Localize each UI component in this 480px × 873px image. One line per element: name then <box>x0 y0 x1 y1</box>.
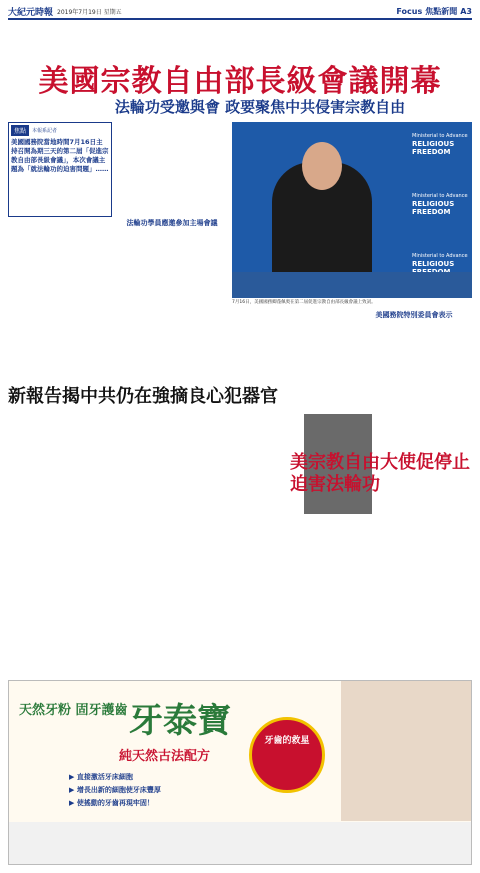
organ-harvest-text <box>8 414 298 674</box>
ad-benefit: ▶ 增長出新的細胞使牙床豐厚 <box>69 786 161 794</box>
podium <box>232 272 472 298</box>
ad-benefits <box>69 771 161 810</box>
lower-right-text-2 <box>356 330 472 380</box>
photo-banner-3: Ministerial to Advance RELIGIOUS <box>412 253 468 268</box>
advertisement <box>8 680 472 865</box>
ad-benefit: ▶ 直接激活牙床細胞 <box>69 773 133 781</box>
lower-right-text-1 <box>232 310 350 380</box>
organ-harvest-headline: 新報告揭中共仍在強摘良心犯器官 <box>8 386 278 407</box>
main-headline: 美國宗教自由部長級會議開幕 <box>38 64 442 99</box>
section-name: 焦點新聞 <box>425 6 458 16</box>
ad-badge: 牙齒的救星 <box>249 717 325 793</box>
speaker-face <box>302 142 342 190</box>
pompeo-photo <box>232 122 472 298</box>
religious-freedom-headline: 美宗教自由大使促停止迫害法輪功 <box>290 452 470 495</box>
lead-tag: 焦點 <box>11 125 29 136</box>
lead-box <box>8 122 112 217</box>
lead-text: 美國國務院當地時間7月16日主持召開為期三天的第二屆「促進宗教自由部長級會議」，本次會議主題為「就法輪功的迫害問題」…… <box>11 138 109 173</box>
lead-byline: 本報系記者 <box>32 128 58 134</box>
religious-freedom-text <box>290 498 472 674</box>
photo-banner-2: Ministerial to Advance RELIGIOUS FREEDOM <box>412 193 468 216</box>
left-column-text <box>8 222 112 380</box>
page-number: A3 <box>460 6 472 16</box>
ad-contact-strip <box>9 822 472 864</box>
middle-column-text <box>118 122 226 380</box>
ad-benefit: ▶ 使搖動的牙齒再現牢固！ <box>69 799 154 807</box>
sub-headline: 法輪功受邀與會 政要聚焦中共侵害宗教自由 <box>114 98 406 116</box>
issue-date: 2019年7月19日 星期五 <box>57 8 122 16</box>
ad-product-name: 牙泰寶 <box>129 701 231 741</box>
masthead: 大紀元時報 <box>8 7 54 18</box>
lead-tag-row <box>11 125 109 136</box>
focus-label: Focus <box>396 6 423 16</box>
right-subhead: 美國務院特別委員會表示 <box>375 311 453 319</box>
photo-banner-1: Ministerial to Advance RELIGIOUS FREEDOM <box>412 133 468 156</box>
section-label <box>396 6 472 17</box>
page-header <box>8 4 472 20</box>
middle-subhead: 法輪功學員應邀參加主場會議 <box>126 219 218 227</box>
ad-photo <box>341 681 472 821</box>
ad-brand: 天然牙粉 固牙護齒 <box>19 703 128 718</box>
ad-subtitle: 純天然古法配方 <box>119 749 211 764</box>
photo-caption: 7月16日，美國國務卿蓬佩奧在第二屆促進宗教自由部長級會議上致詞。 <box>232 300 376 305</box>
